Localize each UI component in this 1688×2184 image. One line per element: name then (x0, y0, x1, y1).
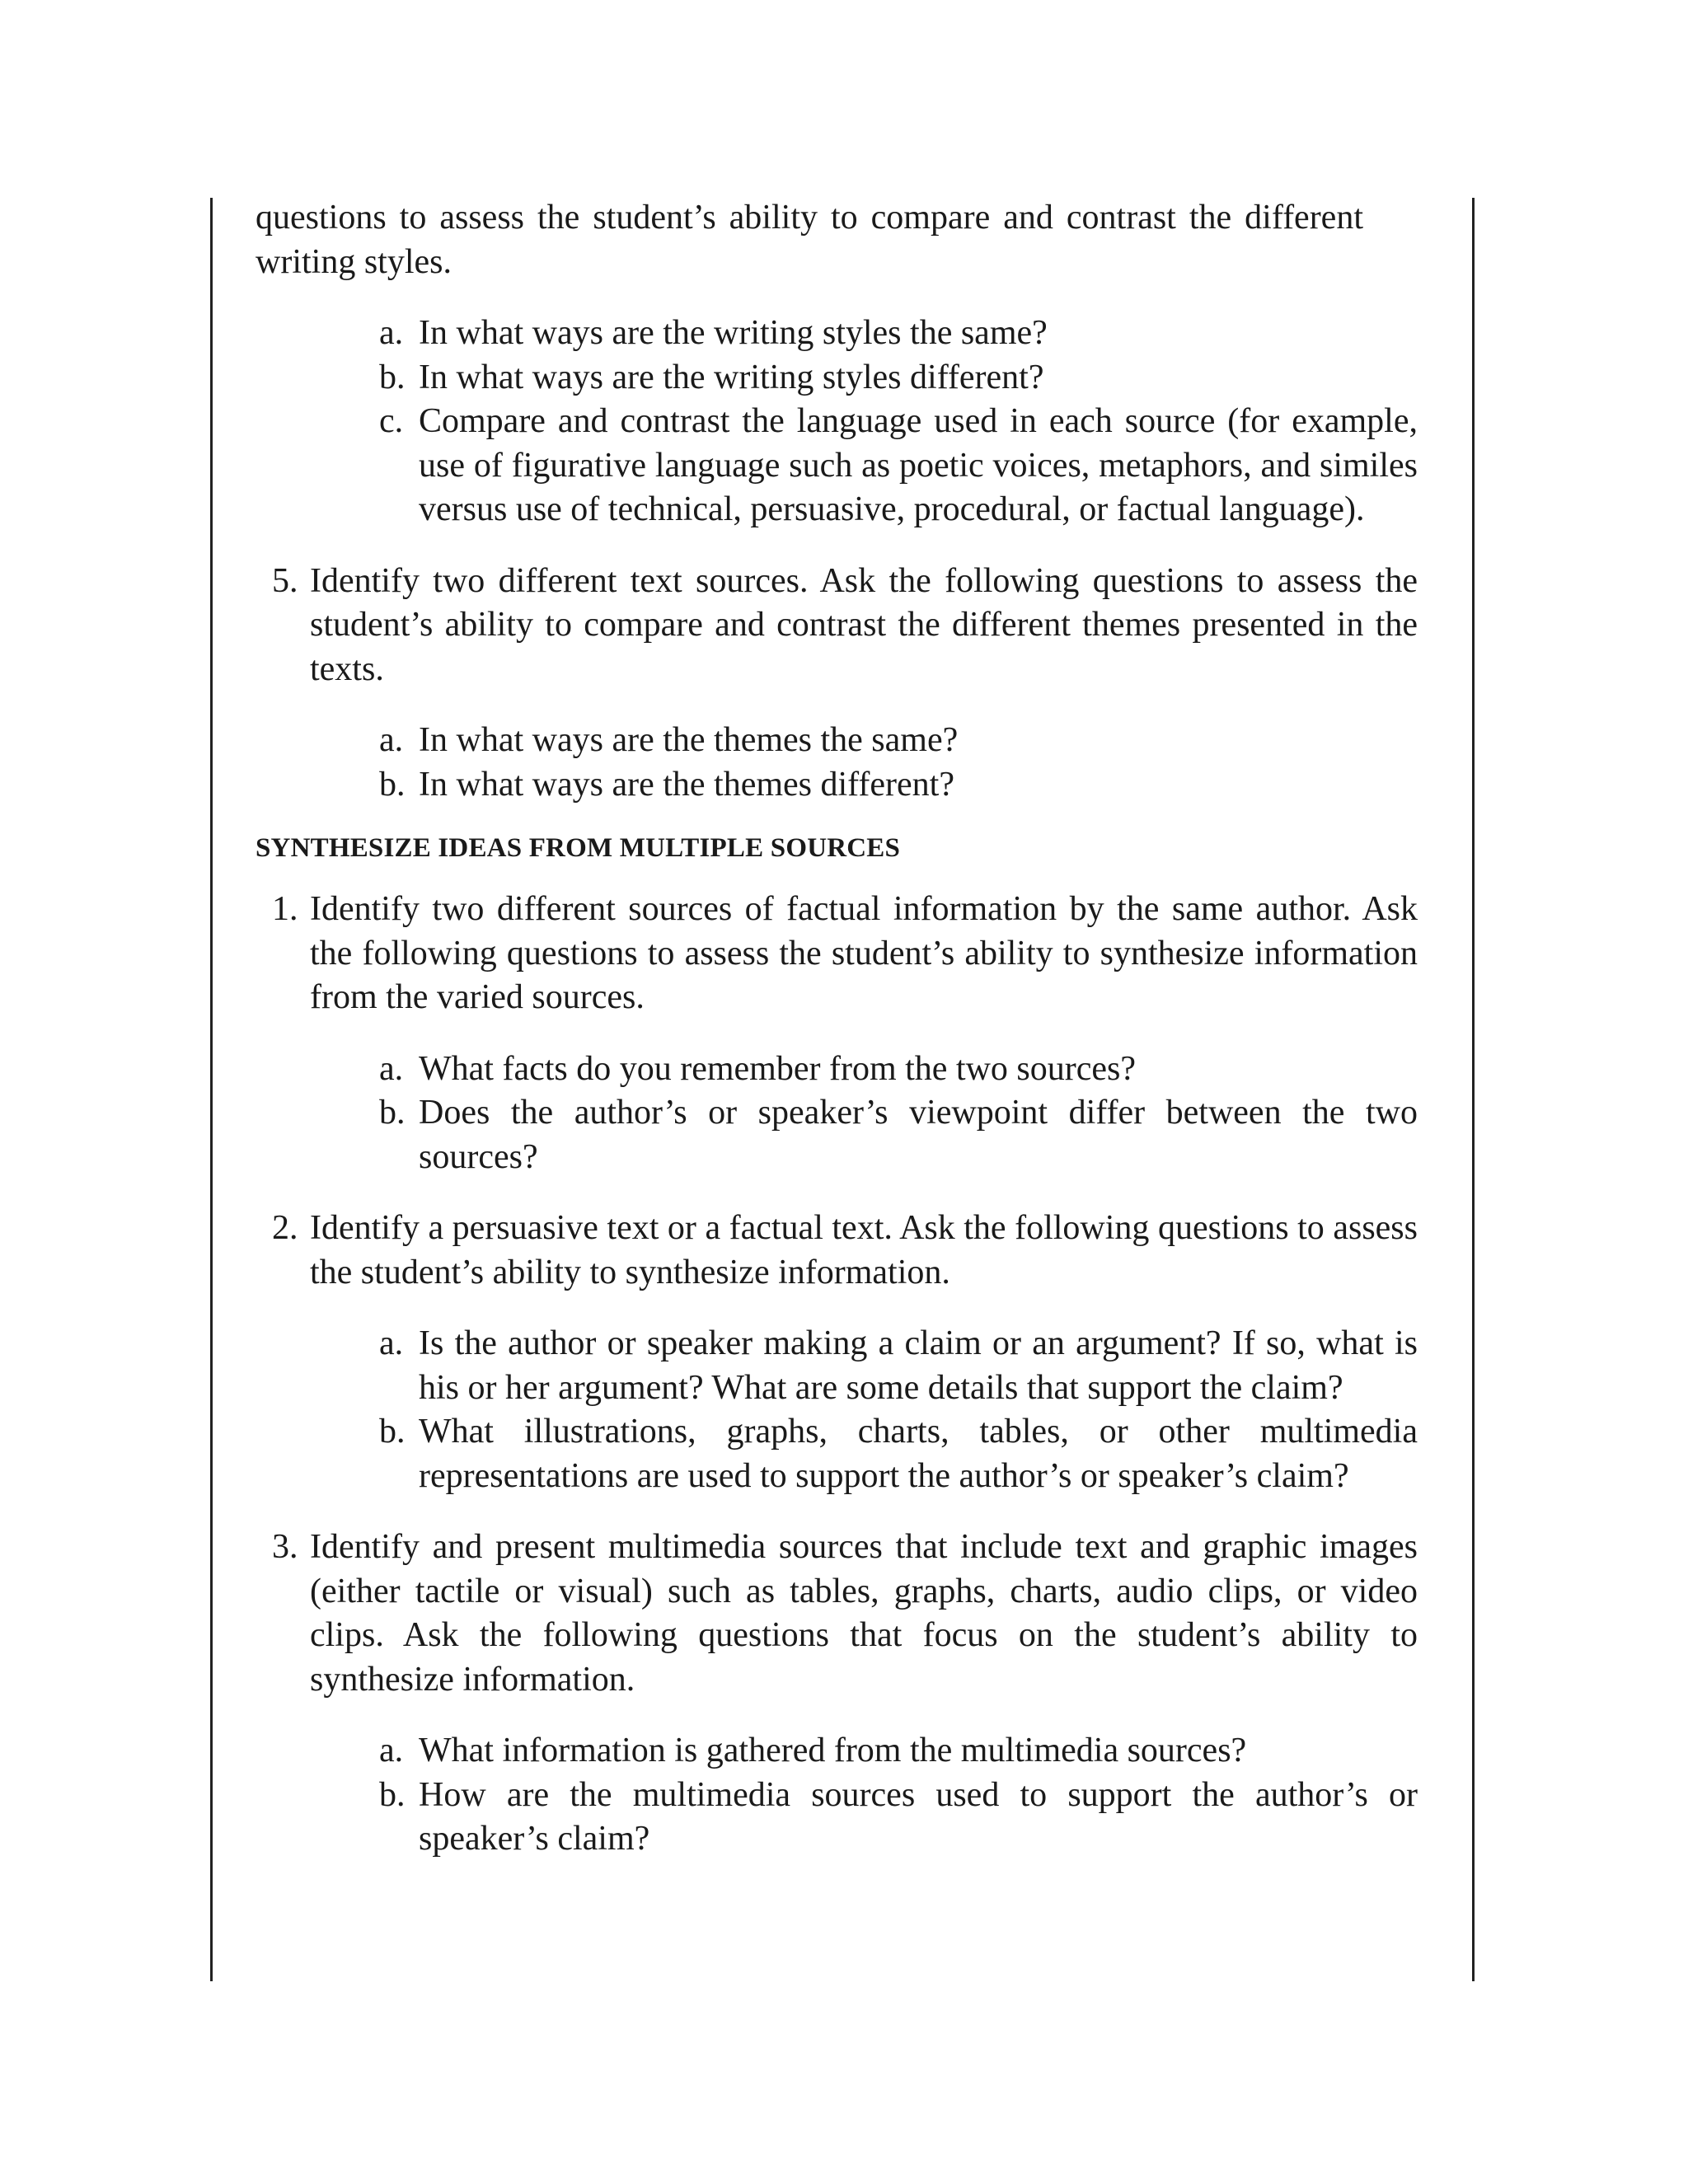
list-item (256, 1047, 1418, 1092)
list-item-label: b. (379, 1775, 406, 1814)
numbered-item-5 (256, 560, 1418, 692)
list-item-text: What information is gathered from the multimedia sources? (419, 1732, 1247, 1769)
list-item-label: a. (379, 1732, 404, 1769)
list-item (256, 719, 1418, 763)
numbered-item-2 (256, 1207, 1418, 1295)
list-item-label: a. (379, 314, 404, 352)
list-item-text: Compare and contrast the language used in each source (for example, use of figurative language such as poetic voices, metaphors, and similes versus use of technical, persuasive, procedural, or factual language). (419, 402, 1418, 528)
list-item (256, 1774, 1418, 1862)
item5-sublist (256, 719, 1418, 807)
list-item (256, 763, 1418, 808)
list-item (256, 400, 1418, 532)
list-item (256, 1729, 1418, 1774)
item3-sublist (256, 1729, 1418, 1862)
intro-sublist (256, 312, 1418, 532)
list-item-text: What facts do you remember from the two sources? (419, 1049, 1137, 1088)
list-item-text: How are the multimedia sources used to support the author’s or speaker’s claim? (419, 1775, 1418, 1858)
page-content (256, 196, 1418, 1862)
item1-sublist (256, 1047, 1418, 1180)
list-item-text: What illustrations, graphs, charts, tables, or other multimedia representations are used to support the author’s or speaker’s claim? (419, 1413, 1418, 1495)
list-item-text: In what ways are the writing styles the same? (419, 314, 1048, 352)
intro-paragraph: questions to assess the student’s ability to compare and contrast the different writing styles. (256, 199, 1363, 281)
item-number: 1. (272, 890, 298, 928)
list-item-text: In what ways are the themes the same? (419, 721, 959, 759)
list-item-label: a. (379, 1324, 404, 1362)
right-margin-rule (1472, 198, 1475, 1981)
list-item-label: b. (379, 358, 406, 396)
left-margin-rule (210, 198, 213, 1981)
list-item-label: a. (379, 721, 404, 759)
list-item (256, 1410, 1418, 1498)
list-item-label: b. (379, 1094, 406, 1132)
list-item (256, 1091, 1418, 1179)
numbered-item-1 (256, 888, 1418, 1020)
list-item (256, 356, 1418, 401)
item-text: Identify a persuasive text or a factual text. Ask the following questions to assess the student’s ability to synthesize information. (310, 1209, 1418, 1291)
list-item-text: Does the author’s or speaker’s viewpoint differ between the two sources? (419, 1094, 1418, 1176)
section-heading: SYNTHESIZE IDEAS FROM MULTIPLE SOURCES (256, 833, 901, 863)
numbered-item-3 (256, 1526, 1418, 1702)
list-item (256, 1322, 1418, 1410)
item-text: Identify two different sources of factual information by the same author. Ask the following questions to assess the student’s ability to synthesize information from the varied sources. (310, 890, 1418, 1016)
list-item-text: In what ways are the writing styles different? (419, 358, 1044, 396)
list-item-text: In what ways are the themes different? (419, 765, 954, 804)
item-number: 3. (272, 1528, 298, 1566)
item-number: 2. (272, 1209, 298, 1247)
list-item-text: Is the author or speaker making a claim or an argument? If so, what is his or her argument? What are some details that support the claim? (419, 1324, 1418, 1407)
list-item-label: b. (379, 1413, 406, 1451)
list-item-label: c. (379, 402, 404, 440)
item2-sublist (256, 1322, 1418, 1498)
list-item-label: a. (379, 1049, 404, 1088)
item-text: Identify and present multimedia sources that include text and graphic images (either tactile or visual) such as tables, graphs, charts, audio clips, or video clips. Ask the following questions that focus on the student’s ability to synthesize information. (310, 1528, 1418, 1699)
item-number: 5. (272, 561, 298, 600)
list-item (256, 312, 1418, 356)
item-text: Identify two different text sources. Ask the following questions to assess the student’s ability to compare and contrast the different themes presented in the texts. (310, 561, 1418, 688)
list-item-label: b. (379, 765, 406, 804)
